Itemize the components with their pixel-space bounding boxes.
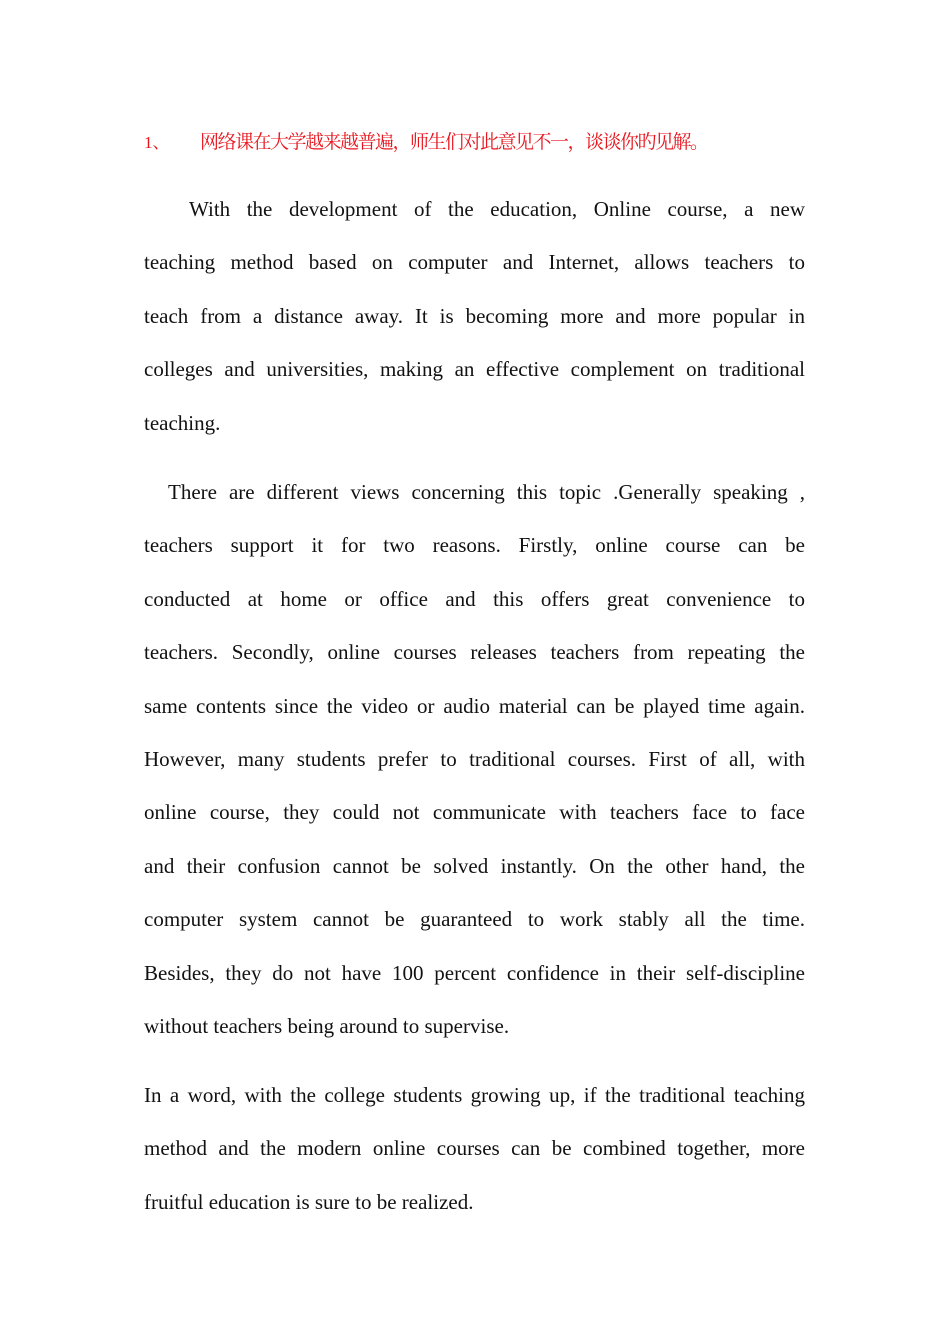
- text-line: teach from a distance away. It is becoming more and more popular in: [144, 303, 805, 328]
- text-line: method and the modern online courses can be combined together, more: [144, 1136, 805, 1161]
- text-line: online course, they could not communicate with teachers face to face: [144, 800, 805, 825]
- paragraph-intro: [144, 194, 805, 461]
- text-line: computer system cannot be guaranteed to work stably all the time.: [144, 907, 805, 932]
- question-number: 1、: [144, 133, 170, 152]
- text-line: teachers. Secondly, online courses releases teachers from repeating the: [144, 640, 805, 665]
- text-line: Besides, they do not have 100 percent confidence in their self-discipline: [144, 960, 805, 985]
- text-line: teachers support it for two reasons. Firstly, online course can be: [144, 533, 805, 558]
- text-line: However, many students prefer to traditional courses. First of all, with: [144, 746, 805, 771]
- text-line: conducted at home or office and this offers great convenience to: [144, 586, 805, 611]
- text-line: teaching method based on computer and Internet, allows teachers to: [144, 250, 805, 275]
- question-text: 网络课在大学越来越普遍，师生们对此意见不一，谈谈你旳见解。: [200, 131, 708, 153]
- text-line: same contents since the video or audio material can be played time again.: [144, 693, 805, 718]
- text-line: colleges and universities, making an effective complement on traditional: [144, 357, 805, 382]
- paragraph-views: [144, 477, 805, 1064]
- question-heading: [144, 127, 708, 154]
- paragraph-conclusion: [144, 1080, 805, 1240]
- text-line: teaching.: [144, 410, 221, 435]
- text-line: In a word, with the college students growing up, if the traditional teaching: [144, 1083, 805, 1107]
- text-line: without teachers being around to supervise.: [144, 1013, 510, 1038]
- text-line: There are different views concerning this topic .Generally speaking ,: [168, 480, 805, 504]
- text-line: and their confusion cannot be solved instantly. On the other hand, the: [144, 853, 805, 878]
- text-line: fruitful education is sure to be realized.: [144, 1189, 474, 1214]
- text-line: With the development of the education, Online course, a new: [189, 197, 805, 221]
